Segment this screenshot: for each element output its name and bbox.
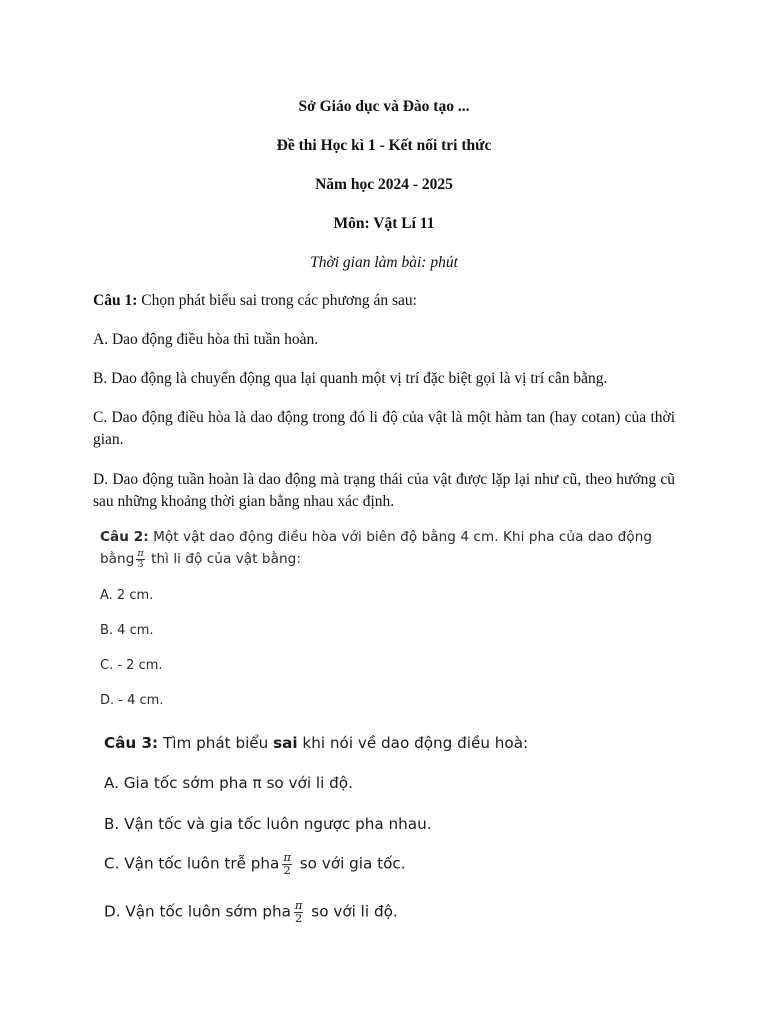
question-1-option-c: C. Dao động điều hòa là dao động trong đó li độ của vật là một hàm tan (hay cotan) của thời gian. xyxy=(93,409,675,448)
pi-over-2-fraction xyxy=(282,852,292,876)
option-d-text-end: so với li độ. xyxy=(306,902,398,921)
question-1-stem xyxy=(93,290,675,312)
question-2-option-b: B. 4 cm. xyxy=(100,623,154,638)
question-3-text-end: khi nói về dao động điều hoà: xyxy=(297,734,529,752)
fraction-denominator: 3 xyxy=(137,558,144,570)
pi-over-2-fraction xyxy=(294,900,304,924)
question-3-option-d xyxy=(104,900,398,924)
fraction-numerator: π xyxy=(283,850,291,864)
question-1-option-a: A. Dao động điều hòa thì tuần hoàn. xyxy=(93,331,319,348)
question-2-label: Câu 2: xyxy=(100,529,149,545)
question-3-label: Câu 3: xyxy=(104,734,159,752)
question-2-text: Một vật dao động điều hòa với biên độ bằng 4 cm. Khi pha của dao động bằng xyxy=(100,529,653,567)
header-department: Sở Giáo dục và Đào tạo ... xyxy=(298,98,470,115)
question-2-option-a: A. 2 cm. xyxy=(100,588,154,603)
header-duration: Thời gian làm bài: phút xyxy=(310,254,458,271)
fraction-numerator: π xyxy=(137,548,144,559)
question-1-option-d: D. Dao động tuần hoàn là dao động mà trạng thái của vật được lặp lại như cũ, theo hướng cũ sau những khoảng thời gian bằng nhau xác định. xyxy=(93,471,675,510)
fraction-denominator: 2 xyxy=(295,910,303,925)
question-3-option-a: A. Gia tốc sớm pha π so với li độ. xyxy=(104,774,353,792)
question-2-stem xyxy=(100,526,676,570)
header-school-year: Năm học 2024 - 2025 xyxy=(315,176,453,193)
question-3-stem xyxy=(104,732,528,754)
option-c-text: C. Vận tốc luôn trễ pha xyxy=(104,854,280,873)
question-2-option-c: C. - 2 cm. xyxy=(100,658,163,673)
question-3-keyword: sai xyxy=(273,734,298,752)
question-2-option-d: D. - 4 cm. xyxy=(100,693,164,708)
header-subject: Môn: Vật Lí 11 xyxy=(333,215,435,232)
question-1-option-b: B. Dao động là chuyển động qua lại quanh một vị trí đặc biệt gọi là vị trí cân bằng. xyxy=(93,370,608,387)
question-3-option-b: B. Vận tốc và gia tốc luôn ngược pha nhau. xyxy=(104,815,432,833)
question-3-option-c xyxy=(104,852,406,876)
question-1-text: Chọn phát biểu sai trong các phương án sau: xyxy=(137,292,417,309)
fraction-denominator: 2 xyxy=(283,862,291,877)
fraction-numerator: π xyxy=(294,898,303,912)
question-1-label: Câu 1: xyxy=(93,292,138,309)
question-2-text-end: thì li độ của vật bằng: xyxy=(146,551,301,567)
option-d-text: D. Vận tốc luôn sớm pha xyxy=(104,902,291,921)
question-3-text: Tìm phát biểu xyxy=(158,734,274,752)
option-c-text-end: so với gia tốc. xyxy=(294,854,406,873)
pi-over-3-fraction xyxy=(136,549,144,569)
header-exam-title: Đề thi Học kì 1 - Kết nối tri thức xyxy=(276,137,492,154)
